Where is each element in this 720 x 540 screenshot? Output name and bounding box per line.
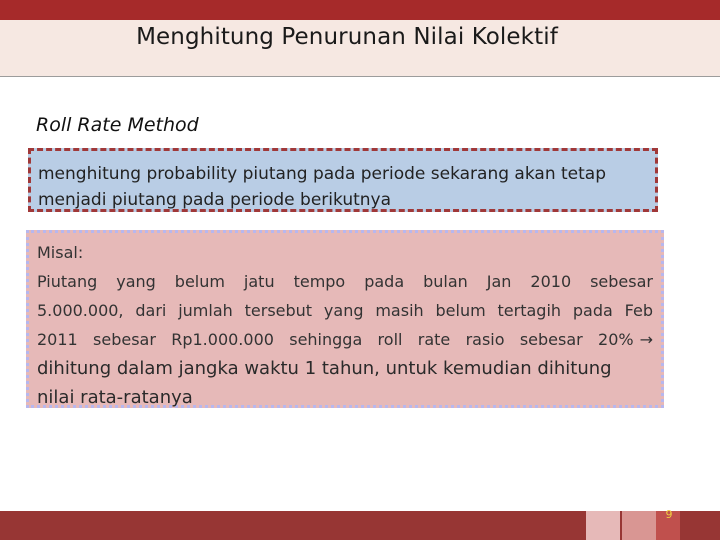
page-number: 9	[665, 508, 673, 521]
conclusion-line-2: nilai rata-ratanya	[37, 387, 193, 408]
arrow-right-icon: →	[639, 330, 653, 349]
footer-square-light	[586, 511, 620, 540]
conclusion-line-1: dihitung dalam jangka waktu 1 tahun, untuk kemudian dihitung	[37, 358, 612, 379]
definition-box	[28, 148, 658, 212]
definition-line-2: menjadi piutang pada periode berikutnya	[38, 190, 392, 210]
example-heading: Misal:	[37, 243, 84, 262]
page-title: Menghitung Penurunan Nilai Kolektif	[136, 24, 558, 50]
example-line-1: Piutang yang belum jatu tempo pada bulan Jan 2010 sebesar	[37, 272, 653, 291]
definition-line-1: menghitung probability piutang pada periode sekarang akan tetap	[38, 164, 606, 184]
example-line-3-wrap	[37, 325, 653, 354]
section-subtitle: Roll Rate Method	[36, 114, 199, 136]
title-band	[0, 20, 720, 77]
top-accent-bar	[0, 0, 720, 20]
example-line-3: 2011 sebesar Rp1.000.000 sehingga roll rate rasio sebesar 20%	[37, 330, 634, 349]
example-line-2: 5.000.000, dari jumlah tersebut yang masih belum tertagih pada Feb	[37, 301, 653, 320]
example-box	[26, 230, 664, 408]
footer-square-medium	[622, 511, 656, 540]
